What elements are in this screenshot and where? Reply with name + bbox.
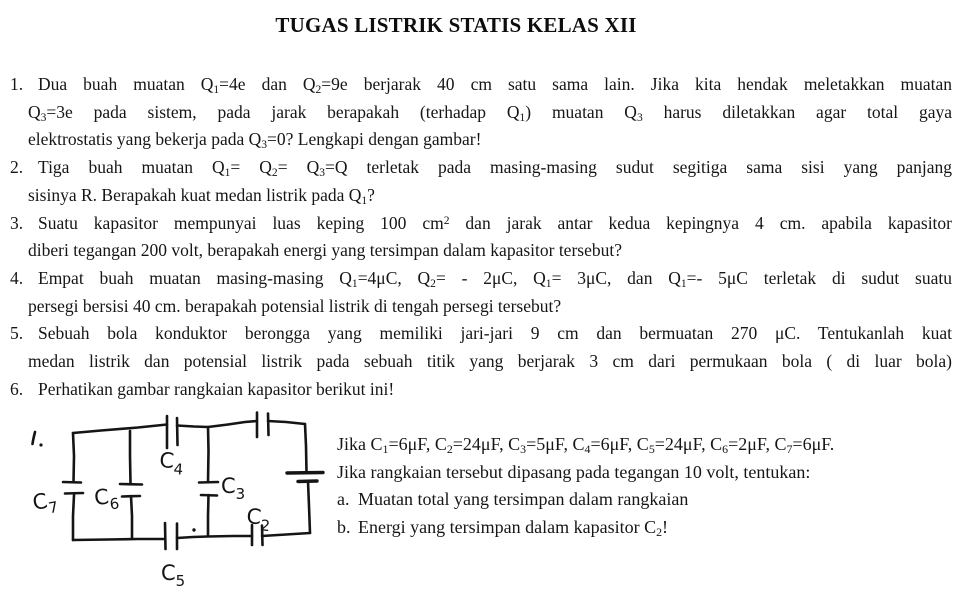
question6-text-block <box>337 431 955 542</box>
capacitor-c7 <box>63 482 83 494</box>
problem-text-line: Suatu kapasitor mempunyai luas keping 100 $cm^2$ dan jarak antar kedua kepingnya 4 cm. apabila kapasitor <box>38 212 952 233</box>
battery-icon <box>287 473 323 482</box>
capacitor-c6 <box>120 484 142 497</box>
problem-text-line: Empat buah muatan masing-masing $Q_1=4\mu C$, $Q_2= - 2\mu C$, $Q_1= 3\mu C$, dan $Q_1=-$ 5μC terletak di sudut suatu <box>38 267 952 290</box>
q6-condition: Jika rangkaian tersebut dipasang pada tegangan 10 volt, tentukan: <box>337 461 811 482</box>
label-c3: $C_3$ <box>221 474 246 503</box>
capacitor-c3 <box>199 482 218 496</box>
capacitor-circuit-diagram <box>18 406 340 598</box>
q6-given-values: Jika $C_1=6\mu F$, $C_2=24\mu F$, $C_3=5\mu F$, $C_4=6\mu F$, $C_5=24\mu F$, $C_6=2\mu F$, $C_7=6\mu F$. <box>337 434 835 456</box>
problem-number: 5. <box>10 323 24 344</box>
problem-text-line: sisinya R. Berapakah kuat medan listrik pada $Q_1$? <box>28 184 375 207</box>
q6-subitem-a <box>337 486 955 514</box>
problem-item-3 <box>10 210 952 265</box>
problem-number: 1. <box>10 74 24 94</box>
problem-number: 2. <box>10 157 24 178</box>
q6-subitem-b <box>337 514 955 542</box>
problem-number: 3. <box>10 212 24 233</box>
label-c5: $C_5$ <box>161 561 186 590</box>
label-c7: $C_7$ <box>30 488 60 518</box>
problem-item-6 <box>10 376 952 404</box>
problem-text-line: $Q_3=3e$ pada sistem, pada jarak berapakah (terhadap $Q_1$) muatan $Q_3$ harus diletakkan agar total gaya <box>28 101 952 124</box>
circuit-wires <box>73 421 310 540</box>
problem-text-line: persegi bersisi 40 cm. berapakah potensial listrik di tengah persegi tersebut? <box>28 295 562 316</box>
stray-pen-mark <box>33 432 43 447</box>
subitem-letter: a. <box>337 489 350 510</box>
problem-number: 6. <box>10 378 24 399</box>
label-c4: $C_4$ <box>158 448 184 479</box>
problem-text-line: elektrostatis yang bekerja pada $Q_3=0$? Lengkapi dengan gambar! <box>28 129 482 152</box>
problem-item-1 <box>10 71 953 154</box>
subitem-text: Muatan total yang tersimpan dalam rangkaian <box>358 489 689 510</box>
capacitor-top-right <box>257 413 269 438</box>
problem-item-5 <box>10 320 952 375</box>
problem-text-line: Dua buah muatan $Q_1=4e$ dan $Q_2=9e$ berjarak 40 cm satu sama lain. Jika kita hendak meletakkan muatan <box>38 74 953 96</box>
page-title: TUGAS LISTRIK STATIS KELAS XII <box>275 13 637 37</box>
problem-item-4 <box>10 265 952 320</box>
capacitor-c5 <box>165 523 177 549</box>
problem-text-line: Tiga buah muatan $Q_1= Q_2= Q_3=Q$ terletak pada masing-masing sudut segitiga sama sisi yang panjang <box>38 157 952 179</box>
problem-list <box>0 71 958 403</box>
label-c2: $C_2$ <box>245 504 271 536</box>
problem-text-line: Perhatikan gambar rangkaian kapasitor berikut ini! <box>38 378 395 399</box>
problem-text-line: medan listrik dan potensial listrik pada sebuah titik yang berjarak 3 cm dari permukaan bola ( di luar bola) <box>28 351 952 372</box>
subitem-text: Energi yang tersimpan dalam kapasitor $C_2$! <box>358 517 669 540</box>
problem-text-line: diberi tegangan 200 volt, berapakah energi yang tersimpan dalam kapasitor tersebut? <box>28 240 622 261</box>
problem-number: 4. <box>10 267 24 288</box>
label-c6: $C_6$ <box>93 484 121 514</box>
problem-item-2 <box>10 154 952 209</box>
subitem-letter: b. <box>337 517 351 538</box>
ink-dot <box>192 528 195 531</box>
capacitor-c4 <box>167 416 178 448</box>
problem-text-line: Sebuah bola konduktor berongga yang memiliki jari-jari 9 cm dan bermuatan 270 μC. Tentukanlah kuat <box>38 323 952 344</box>
